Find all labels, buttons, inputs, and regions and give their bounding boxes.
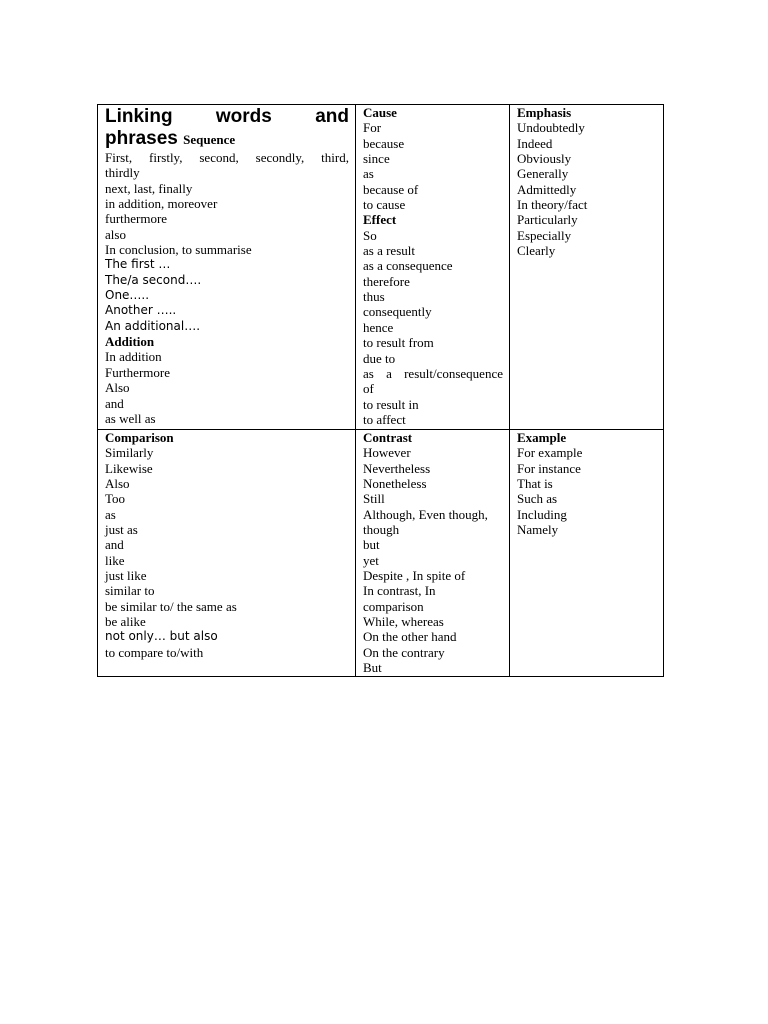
list-item: That is bbox=[517, 476, 553, 492]
list-item: Too bbox=[105, 491, 126, 507]
list-item: as a result bbox=[363, 243, 415, 259]
list-item: of bbox=[363, 381, 374, 397]
list-item: Such as bbox=[517, 491, 558, 507]
list-item: like bbox=[105, 552, 125, 568]
list-item: just as bbox=[105, 522, 138, 538]
emphasis-heading: Emphasis bbox=[517, 105, 572, 120]
list-item: and bbox=[105, 395, 124, 411]
list-item: Likewise bbox=[105, 460, 153, 476]
list-item: as well as bbox=[105, 410, 156, 426]
list-item: Clearly bbox=[517, 243, 556, 259]
list-item: yet bbox=[363, 552, 379, 568]
list-item: On the contrary bbox=[363, 644, 445, 660]
list-item: For instance bbox=[517, 460, 581, 476]
title-word: words bbox=[215, 106, 272, 127]
list-item: Although, Even though, bbox=[363, 506, 488, 522]
list-item: While, whereas bbox=[363, 614, 444, 630]
example-cell bbox=[510, 430, 663, 676]
list-item: Nonetheless bbox=[363, 476, 427, 492]
contrast-cell bbox=[356, 430, 510, 676]
list-item: However bbox=[363, 445, 411, 461]
list-item: since bbox=[363, 151, 390, 167]
table-title-line-2 bbox=[105, 129, 349, 150]
list-item: Still bbox=[363, 491, 385, 507]
list-item: hence bbox=[363, 319, 394, 335]
list-item: Undoubtedly bbox=[517, 120, 585, 136]
list-item: Despite , In spite of bbox=[363, 568, 466, 584]
list-item: Especially bbox=[517, 227, 572, 243]
list-item: as a consequence bbox=[363, 258, 453, 274]
comparison-heading: Comparison bbox=[105, 430, 174, 445]
list-item: Admittedly bbox=[517, 181, 577, 197]
list-item: Another ….. bbox=[105, 303, 177, 318]
list-item: in addition, moreover bbox=[105, 196, 218, 212]
list-item: to compare to/with bbox=[105, 644, 204, 660]
list-item: The first … bbox=[105, 257, 171, 272]
cause-effect-cell bbox=[356, 105, 510, 430]
list-item: One….. bbox=[105, 288, 150, 303]
table-title bbox=[105, 105, 349, 129]
list-item: For bbox=[363, 120, 382, 136]
example-heading: Example bbox=[517, 430, 567, 445]
list-item: as a result/consequence bbox=[363, 365, 503, 381]
list-item: Similarly bbox=[105, 445, 154, 461]
list-item: because bbox=[363, 135, 405, 151]
list-item: because of bbox=[363, 181, 419, 197]
emphasis-cell bbox=[510, 105, 663, 430]
linking-words-table bbox=[97, 104, 664, 677]
sequence-addition-cell bbox=[98, 105, 356, 430]
list-item: thirdly bbox=[105, 165, 140, 181]
addition-heading: Addition bbox=[105, 334, 155, 350]
title-word: and bbox=[315, 106, 349, 127]
list-item: In addition bbox=[105, 349, 162, 365]
list-item: be alike bbox=[105, 614, 146, 630]
list-item: On the other hand bbox=[363, 629, 457, 645]
list-item: to result in bbox=[363, 396, 419, 412]
comparison-cell bbox=[98, 430, 356, 676]
list-item: to result from bbox=[363, 335, 434, 351]
list-item: But bbox=[363, 660, 382, 676]
list-item: as bbox=[363, 166, 374, 182]
list-item: Obviously bbox=[517, 151, 572, 167]
title-word: phrases bbox=[105, 128, 178, 149]
cause-heading: Cause bbox=[363, 105, 397, 120]
sequence-heading: Sequence bbox=[183, 132, 236, 147]
list-item: though bbox=[363, 522, 400, 538]
list-item: Particularly bbox=[517, 212, 578, 228]
list-item: similar to bbox=[105, 583, 155, 599]
title-word: Linking bbox=[105, 106, 173, 127]
list-item: also bbox=[105, 226, 126, 242]
list-item: furthermore bbox=[105, 211, 168, 227]
list-item: due to bbox=[363, 350, 396, 366]
list-item: In conclusion, to summarise bbox=[105, 242, 252, 258]
list-item: and bbox=[105, 537, 124, 553]
list-item: thus bbox=[363, 289, 385, 305]
list-item: For example bbox=[517, 445, 583, 461]
list-item: Namely bbox=[517, 522, 559, 538]
effect-heading: Effect bbox=[363, 212, 397, 228]
list-item: Also bbox=[105, 476, 130, 492]
list-item: therefore bbox=[363, 273, 410, 289]
list-item: Indeed bbox=[517, 135, 553, 151]
list-item: Furthermore bbox=[105, 364, 170, 380]
list-item: Nevertheless bbox=[363, 460, 431, 476]
list-item: next, last, finally bbox=[105, 180, 193, 196]
contrast-heading: Contrast bbox=[363, 430, 413, 445]
list-item: just like bbox=[105, 568, 147, 584]
list-item: In contrast, In bbox=[363, 583, 436, 599]
list-item: to affect bbox=[363, 411, 406, 427]
list-item: In theory/fact bbox=[517, 197, 588, 213]
list-item: Generally bbox=[517, 166, 569, 182]
list-item: An additional…. bbox=[105, 318, 201, 333]
list-item: Including bbox=[517, 506, 567, 522]
list-item: be similar to/ the same as bbox=[105, 598, 237, 614]
list-item: to cause bbox=[363, 197, 406, 213]
list-item: So bbox=[363, 227, 377, 243]
list-item: consequently bbox=[363, 304, 432, 320]
list-item: as bbox=[105, 506, 116, 522]
list-item: Also bbox=[105, 380, 130, 396]
list-item: not only… but also bbox=[105, 629, 218, 644]
list-item: First, firstly, second, secondly, third, bbox=[105, 150, 349, 165]
list-item: but bbox=[363, 537, 380, 553]
list-item: comparison bbox=[363, 598, 424, 614]
list-item: The/a second…. bbox=[105, 272, 202, 287]
